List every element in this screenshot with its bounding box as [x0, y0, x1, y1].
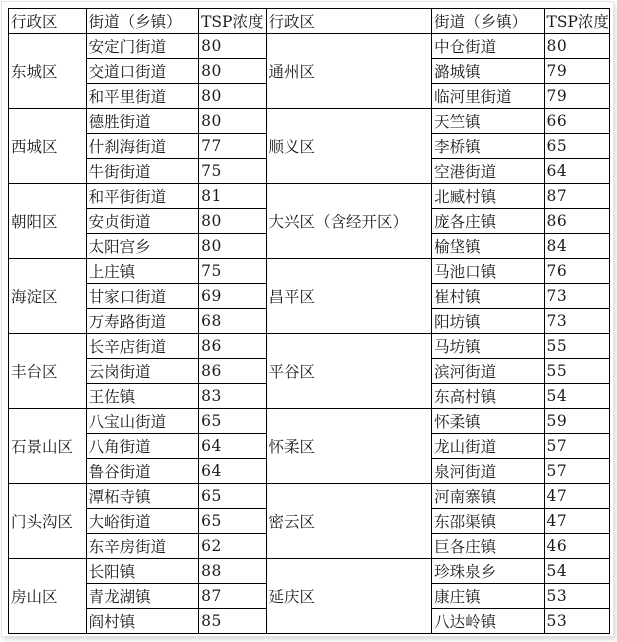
- tsp-table: [8, 8, 610, 634]
- header-district-right: 行政区: [266, 9, 432, 34]
- tsp-value-right: 47: [544, 509, 609, 534]
- street-cell-right: 怀柔镇: [432, 409, 544, 434]
- tsp-value-left: 80: [199, 109, 266, 134]
- header-street-left: 街道（乡镇）: [86, 9, 198, 34]
- street-cell-right: 泉河街道: [432, 459, 544, 484]
- tsp-value-right: 53: [544, 609, 609, 634]
- tsp-value-left: 85: [199, 609, 266, 634]
- street-cell-left: 牛街街道: [86, 159, 198, 184]
- district-cell-right: 通州区: [266, 34, 432, 109]
- header-street-right: 街道（乡镇）: [432, 9, 544, 34]
- tsp-value-left: 80: [199, 59, 266, 84]
- district-cell-left: 门头沟区: [9, 484, 87, 559]
- tsp-value-right: 64: [544, 159, 609, 184]
- street-cell-right: 东邵渠镇: [432, 509, 544, 534]
- tsp-value-left: 69: [199, 284, 266, 309]
- district-cell-left: 东城区: [9, 34, 87, 109]
- tsp-value-right: 79: [544, 59, 609, 84]
- street-cell-left: 交道口街道: [86, 59, 198, 84]
- tsp-value-right: 86: [544, 209, 609, 234]
- street-cell-left: 德胜街道: [86, 109, 198, 134]
- district-cell-left: 朝阳区: [9, 184, 87, 259]
- table-row: [9, 334, 610, 359]
- district-cell-right: 延庆区: [266, 559, 432, 634]
- district-cell-left: 丰台区: [9, 334, 87, 409]
- street-cell-left: 和平街街道: [86, 184, 198, 209]
- street-cell-left: 甘家口街道: [86, 284, 198, 309]
- tsp-value-left: 80: [199, 84, 266, 109]
- tsp-value-left: 62: [199, 534, 266, 559]
- street-cell-right: 巨各庄镇: [432, 534, 544, 559]
- tsp-value-right: 76: [544, 259, 609, 284]
- tsp-value-left: 86: [199, 359, 266, 384]
- header-tsp-left: TSP浓度: [199, 9, 266, 34]
- street-cell-right: 河南寨镇: [432, 484, 544, 509]
- tsp-value-left: 88: [199, 559, 266, 584]
- tsp-value-right: 54: [544, 559, 609, 584]
- street-cell-left: 东辛房街道: [86, 534, 198, 559]
- tsp-value-right: 73: [544, 284, 609, 309]
- street-cell-left: 云岗街道: [86, 359, 198, 384]
- street-cell-right: 珍珠泉乡: [432, 559, 544, 584]
- street-cell-left: 上庄镇: [86, 259, 198, 284]
- table-row: [9, 34, 610, 59]
- table-body: [9, 34, 610, 634]
- tsp-value-left: 68: [199, 309, 266, 334]
- tsp-value-right: 57: [544, 459, 609, 484]
- tsp-value-right: 55: [544, 359, 609, 384]
- street-cell-right: 空港街道: [432, 159, 544, 184]
- table-row: [9, 559, 610, 584]
- tsp-value-right: 80: [544, 34, 609, 59]
- street-cell-right: 滨河街道: [432, 359, 544, 384]
- tsp-value-right: 53: [544, 584, 609, 609]
- street-cell-left: 潭柘寺镇: [86, 484, 198, 509]
- street-cell-right: 中仓街道: [432, 34, 544, 59]
- header-tsp-right: TSP浓度: [544, 9, 609, 34]
- street-cell-right: 庞各庄镇: [432, 209, 544, 234]
- table-row: [9, 109, 610, 134]
- district-cell-left: 西城区: [9, 109, 87, 184]
- district-cell-right: 顺义区: [266, 109, 432, 184]
- street-cell-right: 北臧村镇: [432, 184, 544, 209]
- tsp-value-left: 77: [199, 134, 266, 159]
- table-row: [9, 409, 610, 434]
- tsp-value-right: 55: [544, 334, 609, 359]
- street-cell-right: 李桥镇: [432, 134, 544, 159]
- tsp-value-left: 65: [199, 409, 266, 434]
- street-cell-left: 太阳宫乡: [86, 234, 198, 259]
- tsp-value-left: 80: [199, 209, 266, 234]
- street-cell-right: 康庄镇: [432, 584, 544, 609]
- district-cell-right: 平谷区: [266, 334, 432, 409]
- district-cell-right: 密云区: [266, 484, 432, 559]
- street-cell-left: 八宝山街道: [86, 409, 198, 434]
- street-cell-left: 鲁谷街道: [86, 459, 198, 484]
- district-cell-right: 昌平区: [266, 259, 432, 334]
- table-frame: [2, 2, 613, 636]
- street-cell-right: 天竺镇: [432, 109, 544, 134]
- tsp-value-right: 84: [544, 234, 609, 259]
- tsp-value-left: 87: [199, 584, 266, 609]
- street-cell-left: 万寿路街道: [86, 309, 198, 334]
- street-cell-right: 潞城镇: [432, 59, 544, 84]
- tsp-value-right: 73: [544, 309, 609, 334]
- header-district-left: 行政区: [9, 9, 87, 34]
- table-row: [9, 184, 610, 209]
- street-cell-left: 王佐镇: [86, 384, 198, 409]
- tsp-value-left: 80: [199, 234, 266, 259]
- tsp-value-right: 87: [544, 184, 609, 209]
- district-cell-left: 房山区: [9, 559, 87, 634]
- tsp-value-left: 65: [199, 509, 266, 534]
- tsp-value-right: 59: [544, 409, 609, 434]
- tsp-value-left: 75: [199, 259, 266, 284]
- tsp-value-left: 80: [199, 34, 266, 59]
- tsp-value-right: 66: [544, 109, 609, 134]
- street-cell-left: 和平里街道: [86, 84, 198, 109]
- tsp-value-right: 47: [544, 484, 609, 509]
- street-cell-right: 东高村镇: [432, 384, 544, 409]
- street-cell-right: 榆垡镇: [432, 234, 544, 259]
- district-cell-left: 石景山区: [9, 409, 87, 484]
- tsp-value-right: 54: [544, 384, 609, 409]
- street-cell-right: 马坊镇: [432, 334, 544, 359]
- tsp-value-left: 65: [199, 484, 266, 509]
- district-cell-right: 大兴区（含经开区）: [266, 184, 432, 259]
- street-cell-left: 长阳镇: [86, 559, 198, 584]
- district-cell-left: 海淀区: [9, 259, 87, 334]
- header-row: [9, 9, 610, 34]
- street-cell-right: 阳坊镇: [432, 309, 544, 334]
- street-cell-left: 青龙湖镇: [86, 584, 198, 609]
- table-row: [9, 259, 610, 284]
- tsp-value-left: 64: [199, 459, 266, 484]
- street-cell-right: 龙山街道: [432, 434, 544, 459]
- street-cell-left: 安定门街道: [86, 34, 198, 59]
- street-cell-right: 崔村镇: [432, 284, 544, 309]
- district-cell-right: 怀柔区: [266, 409, 432, 484]
- street-cell-left: 长辛店街道: [86, 334, 198, 359]
- street-cell-right: 八达岭镇: [432, 609, 544, 634]
- tsp-value-left: 75: [199, 159, 266, 184]
- street-cell-left: 安贞街道: [86, 209, 198, 234]
- tsp-value-left: 86: [199, 334, 266, 359]
- tsp-value-left: 83: [199, 384, 266, 409]
- tsp-value-right: 65: [544, 134, 609, 159]
- street-cell-left: 阎村镇: [86, 609, 198, 634]
- street-cell-right: 马池口镇: [432, 259, 544, 284]
- tsp-value-left: 64: [199, 434, 266, 459]
- tsp-value-right: 46: [544, 534, 609, 559]
- tsp-value-left: 81: [199, 184, 266, 209]
- street-cell-right: 临河里街道: [432, 84, 544, 109]
- street-cell-left: 八角街道: [86, 434, 198, 459]
- street-cell-left: 什刹海街道: [86, 134, 198, 159]
- street-cell-left: 大峪街道: [86, 509, 198, 534]
- tsp-value-right: 57: [544, 434, 609, 459]
- tsp-value-right: 79: [544, 84, 609, 109]
- table-row: [9, 484, 610, 509]
